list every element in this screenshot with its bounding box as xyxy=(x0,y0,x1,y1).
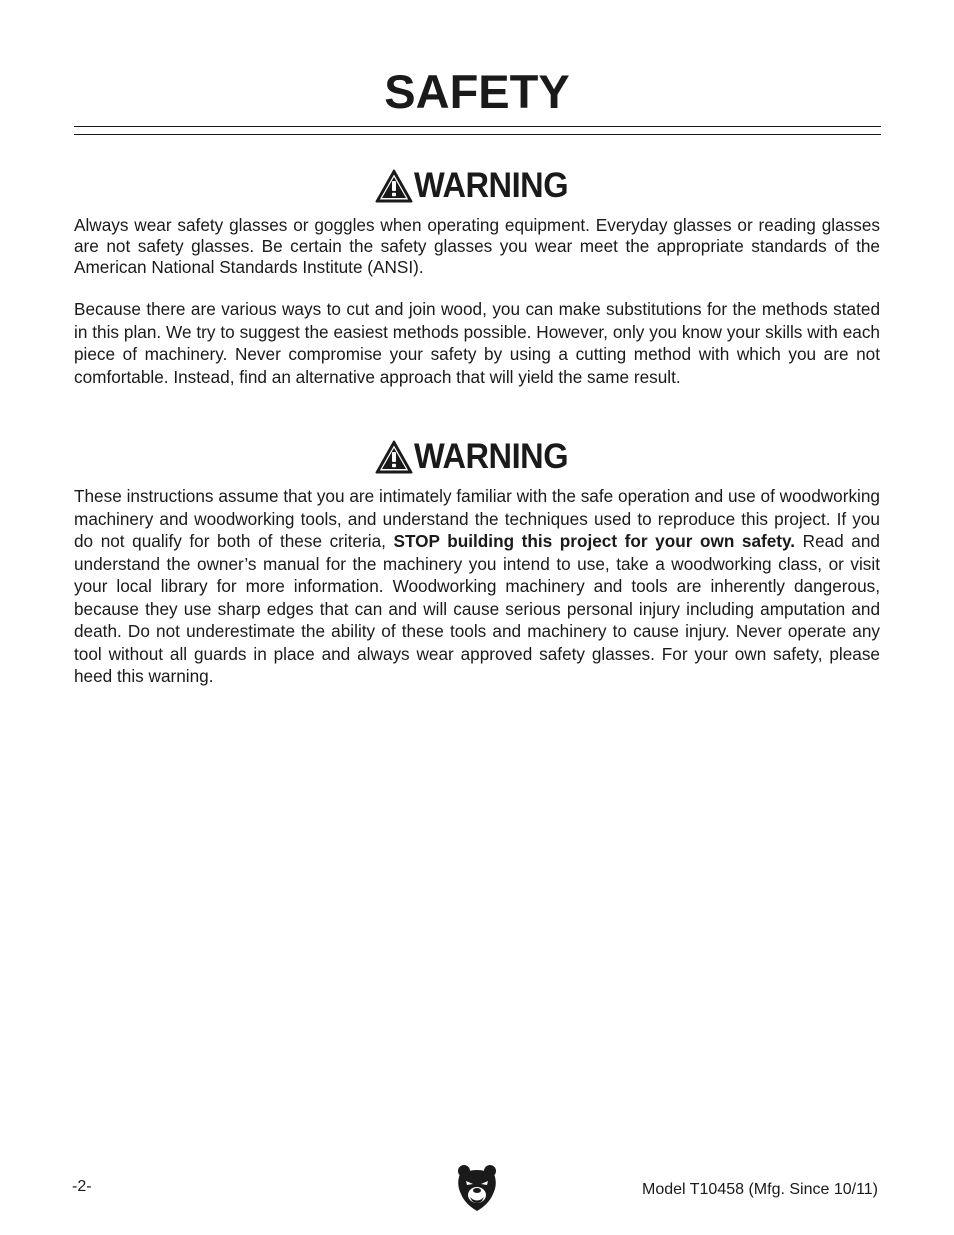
warning-label: WARNING xyxy=(413,437,568,476)
warning-1-paragraph-1: Always wear safety glasses or goggles when operating equipment. Everyday glasses or reading glasses are not safety glasses. Be certain the safety glasses you wear meet the appropriate standards of the American National Standards Institute (ANSI). xyxy=(74,215,880,277)
warning-label: WARNING xyxy=(413,166,568,205)
title-rule-bottom xyxy=(74,134,881,135)
page-number: -2- xyxy=(72,1178,92,1195)
warning-triangle-icon xyxy=(375,169,413,203)
warning-heading-2 xyxy=(0,437,954,477)
bear-head-logo xyxy=(456,1164,498,1212)
model-info: Model T10458 (Mfg. Since 10/11) xyxy=(642,1181,878,1198)
page-title: SAFETY xyxy=(384,65,570,118)
title-rule-top xyxy=(74,126,881,127)
warning-2-paragraph xyxy=(74,485,880,688)
warning-heading-1 xyxy=(0,166,954,206)
warning-2-text-bold: STOP building this project for your own safety. xyxy=(393,531,796,551)
warning-1-paragraph-2: Because there are various ways to cut and join wood, you can make substitutions for the methods stated in this plan. We try to suggest the easiest methods possible. However, only you know your skills with each piece of machinery. Never compromise your safety by using a cutting method with which you are not comfortable. Instead, find an alternative approach that will yield the same result. xyxy=(74,299,880,387)
warning-triangle-icon xyxy=(375,440,413,474)
warning-2-text-after: Read and understand the owner’s manual for the machinery you intend to use, take a woodworking class, or visit your local library for more information. Woodworking machinery and tools are inherently dangerous, because they use sharp edges that can and will cause serious personal injury including amputation and death. Do not underestimate the ability of these tools and machinery to cause injury. Never operate any tool without all guards in place and always wear approved safety glasses. For your own safety, please heed this warning. xyxy=(74,531,880,686)
warning-2-text-before: These instructions assume that you are intimately familiar with the safe operation and use of woodworking machinery and woodworking tools, and understand the techniques used to reproduce this project. If you do not qualify for both of these criteria, xyxy=(74,486,880,551)
